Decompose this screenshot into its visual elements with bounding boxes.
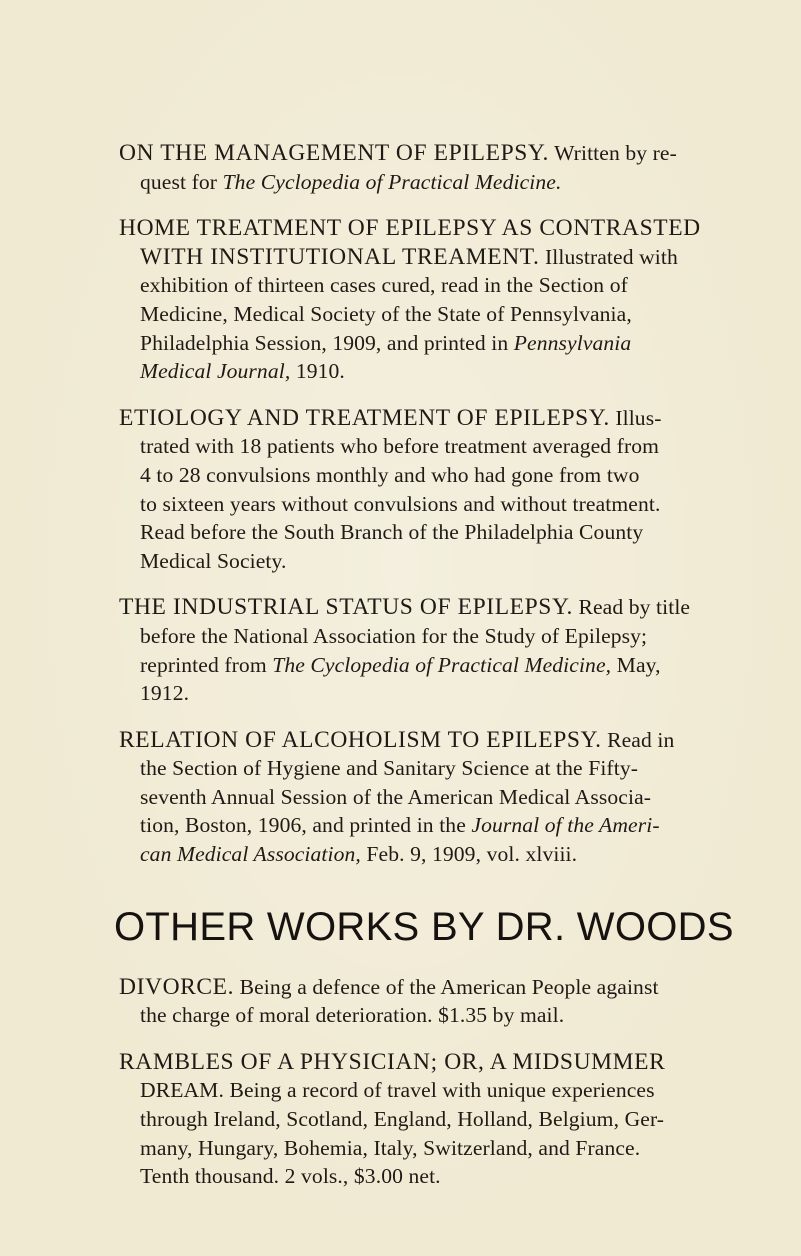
entry-text: Illus- [615, 405, 662, 430]
bibliography-entry [119, 404, 766, 576]
entry-line: exhibition of thirteen cases cured, read in the Section of [140, 273, 628, 298]
entry-text: Read by title [578, 595, 691, 620]
entry-title: ON THE MANAGEMENT OF EPILEPSY. [119, 140, 549, 166]
entry-line: seventh Annual Session of the American Medical Associa- [140, 784, 652, 809]
bibliography-entry [119, 726, 766, 869]
publication-title: Pennsylvania [513, 330, 632, 355]
publication-title: Medical Journal, [140, 359, 291, 384]
section-heading: OTHER WORKS BY DR. WOODS [114, 904, 734, 949]
entry-first-line [119, 973, 766, 1002]
bibliography-entry [119, 593, 766, 707]
entry-text: reprinted from [140, 652, 273, 677]
entry-continuation [119, 432, 766, 575]
entry-title: DIVORCE. [119, 973, 235, 1000]
entry-text: quest for [140, 169, 223, 194]
entry-line: Medicine, Medical Society of the State of Pennsylvania, [140, 301, 632, 326]
publication-year: 1910. [290, 359, 345, 384]
entry-title: RAMBLES OF A PHYSICIAN; OR, A MIDSUMMER [119, 1048, 666, 1075]
entry-title: ETIOLOGY AND TREATMENT OF EPILEPSY. [119, 404, 610, 431]
publication-year: 1912. [140, 681, 190, 706]
entry-text: tion, Boston, 1906, and printed in the [140, 813, 472, 838]
entry-line: many, Hungary, Bohemia, Italy, Switzerland, and France. [140, 1135, 641, 1160]
other-work-entry [119, 973, 766, 1030]
publication-title: The Cyclopedia of Practical Medicine, [272, 652, 612, 677]
entry-line: Medical Society. [140, 548, 287, 573]
publication-title: Journal of the Ameri- [471, 813, 660, 838]
entry-line: Philadelphia Session, 1909, and printed in [140, 330, 514, 355]
publication-title: The Cyclopedia of Practical Medicine. [222, 169, 562, 194]
entry-continuation [119, 168, 766, 197]
entry-continuation [119, 754, 766, 868]
entry-continuation [119, 1076, 766, 1190]
entry-first-line [119, 404, 766, 433]
entry-continuation [119, 622, 766, 708]
entry-line: through Ireland, Scotland, England, Holland, Belgium, Ger- [140, 1107, 665, 1132]
entry-title: RELATION OF ALCOHOLISM TO EPILEPSY. [119, 726, 602, 753]
entry-line: Read before the South Branch of the Philadelphia County [140, 520, 644, 545]
entry-continuation [119, 243, 766, 386]
entry-text: Read in [607, 727, 675, 752]
entry-line: to sixteen years without convulsions and without treatment. [140, 491, 661, 516]
entry-line: 4 to 28 convulsions monthly and who had gone from two [140, 462, 640, 487]
entry-line: Tenth thousand. 2 vols., $3.00 net. [140, 1164, 441, 1189]
entry-text: Feb. 9, 1909, vol. xlviii. [360, 842, 578, 867]
entry-text: May, [611, 652, 661, 677]
entry-text: Being a defence of the American People against [239, 974, 659, 999]
page-content [114, 139, 766, 1209]
entry-first-line [119, 139, 766, 168]
other-work-entry [119, 1048, 766, 1191]
bibliography-entry [119, 214, 766, 386]
entry-line: the charge of moral deterioration. $1.35 by mail. [140, 1003, 565, 1028]
entry-first-line [119, 593, 766, 622]
entry-text: Illustrated with [544, 244, 678, 269]
entry-first-line [119, 726, 766, 755]
entry-continuation [119, 1001, 766, 1030]
entry-line: before the National Association for the Study of Epilepsy; [140, 623, 648, 648]
entry-title-continued: WITH INSTITUTIONAL TREAMENT. [140, 243, 540, 270]
entry-line: the Section of Hygiene and Sanitary Science at the Fifty- [140, 756, 639, 781]
entry-title: THE INDUSTRIAL STATUS OF EPILEPSY. [119, 594, 573, 621]
entry-line: DREAM. Being a record of travel with unique experiences [140, 1078, 655, 1103]
publication-title: can Medical Association, [140, 842, 361, 867]
entry-title: HOME TREATMENT OF EPILEPSY AS CONTRASTED [119, 215, 701, 242]
bibliography-entry [119, 139, 766, 196]
entry-text: Written by re- [554, 141, 677, 165]
entry-line: trated with 18 patients who before treatment averaged from [140, 434, 660, 459]
